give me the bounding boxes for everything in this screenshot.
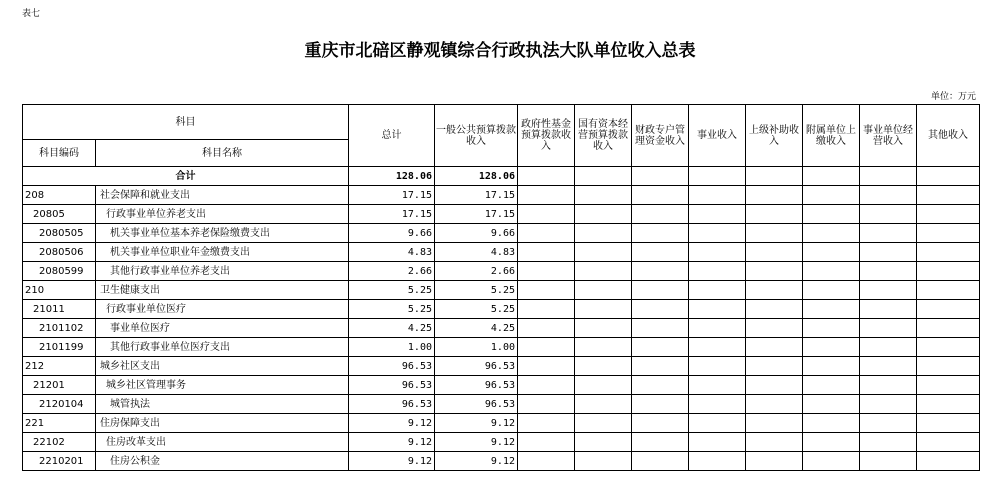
table-row bbox=[23, 338, 980, 357]
cell-empty bbox=[860, 357, 917, 376]
header-subject-code: 科目编码 bbox=[23, 140, 96, 167]
cell-empty bbox=[518, 281, 575, 300]
cell-empty bbox=[746, 376, 803, 395]
cell-empty bbox=[689, 319, 746, 338]
cell-empty bbox=[746, 186, 803, 205]
header-state-capital: 国有资本经营预算拨款收入 bbox=[575, 105, 632, 167]
cell-empty bbox=[803, 224, 860, 243]
cell-empty bbox=[803, 414, 860, 433]
cell-empty bbox=[632, 376, 689, 395]
cell-empty bbox=[689, 224, 746, 243]
cell-empty bbox=[632, 281, 689, 300]
cell-empty bbox=[917, 300, 980, 319]
table-row bbox=[23, 452, 980, 471]
cell-empty bbox=[575, 262, 632, 281]
cell-total: 2.66 bbox=[349, 262, 435, 281]
cell-empty bbox=[803, 281, 860, 300]
cell-empty bbox=[860, 395, 917, 414]
cell-general-budget: 9.12 bbox=[435, 414, 518, 433]
cell-empty bbox=[917, 376, 980, 395]
cell-empty bbox=[632, 395, 689, 414]
cell-subject-name: 机关事业单位基本养老保险缴费支出 bbox=[96, 224, 349, 243]
cell-general-budget: 96.53 bbox=[435, 357, 518, 376]
cell-empty bbox=[860, 262, 917, 281]
cell-empty bbox=[803, 433, 860, 452]
cell-empty bbox=[632, 243, 689, 262]
cell-empty bbox=[803, 243, 860, 262]
cell-subject-name: 事业单位医疗 bbox=[96, 319, 349, 338]
cell-empty bbox=[575, 452, 632, 471]
cell-empty bbox=[689, 186, 746, 205]
cell-empty bbox=[518, 243, 575, 262]
cell-empty bbox=[518, 224, 575, 243]
cell-empty bbox=[518, 262, 575, 281]
cell-total: 96.53 bbox=[349, 357, 435, 376]
cell-subject-code: 2101199 bbox=[23, 338, 96, 357]
cell-empty bbox=[632, 319, 689, 338]
cell-empty bbox=[689, 357, 746, 376]
cell-empty bbox=[860, 205, 917, 224]
total-amount: 128.06 bbox=[349, 167, 435, 186]
cell-empty bbox=[803, 338, 860, 357]
cell-empty bbox=[917, 205, 980, 224]
cell-subject-code: 221 bbox=[23, 414, 96, 433]
cell-general-budget: 96.53 bbox=[435, 395, 518, 414]
cell-empty bbox=[632, 205, 689, 224]
cell-empty bbox=[746, 395, 803, 414]
cell-subject-code: 22102 bbox=[23, 433, 96, 452]
cell-empty bbox=[917, 452, 980, 471]
cell-subject-name: 住房保障支出 bbox=[96, 414, 349, 433]
cell-empty bbox=[632, 262, 689, 281]
cell-empty bbox=[689, 281, 746, 300]
cell-empty bbox=[917, 281, 980, 300]
table-row bbox=[23, 243, 980, 262]
cell-empty bbox=[518, 319, 575, 338]
table-row bbox=[23, 414, 980, 433]
cell-empty bbox=[575, 186, 632, 205]
cell-empty bbox=[860, 414, 917, 433]
cell-general-budget: 5.25 bbox=[435, 281, 518, 300]
cell-empty bbox=[575, 224, 632, 243]
cell-empty bbox=[746, 414, 803, 433]
cell-empty bbox=[689, 243, 746, 262]
cell-empty bbox=[689, 262, 746, 281]
cell-total: 17.15 bbox=[349, 205, 435, 224]
cell-empty bbox=[632, 414, 689, 433]
cell-total: 96.53 bbox=[349, 376, 435, 395]
cell-empty bbox=[518, 357, 575, 376]
cell-subject-code: 20805 bbox=[23, 205, 96, 224]
cell-general-budget: 5.25 bbox=[435, 300, 518, 319]
table-row bbox=[23, 262, 980, 281]
cell-empty bbox=[746, 338, 803, 357]
cell-empty bbox=[575, 243, 632, 262]
total-label: 合计 bbox=[23, 167, 349, 186]
table-row bbox=[23, 281, 980, 300]
header-subject: 科目 bbox=[23, 105, 349, 140]
cell-subject-name: 其他行政事业单位养老支出 bbox=[96, 262, 349, 281]
cell-general-budget: 17.15 bbox=[435, 205, 518, 224]
cell-empty bbox=[746, 205, 803, 224]
cell-empty bbox=[575, 281, 632, 300]
cell-empty bbox=[632, 186, 689, 205]
cell-empty bbox=[860, 243, 917, 262]
cell-empty bbox=[689, 395, 746, 414]
cell-empty bbox=[518, 300, 575, 319]
header-fiscal-special: 财政专户管理资金收入 bbox=[632, 105, 689, 167]
page-title: 重庆市北碚区静观镇综合行政执法大队单位收入总表 bbox=[304, 41, 696, 61]
cell-empty bbox=[518, 395, 575, 414]
cell-empty bbox=[860, 186, 917, 205]
cell-general-budget: 4.83 bbox=[435, 243, 518, 262]
cell-subject-name: 住房改革支出 bbox=[96, 433, 349, 452]
cell-subject-name: 城乡社区支出 bbox=[96, 357, 349, 376]
unit-label: 单位：万元 bbox=[930, 92, 976, 102]
cell-empty bbox=[860, 338, 917, 357]
cell-general-budget: 4.25 bbox=[435, 319, 518, 338]
header-general-budget: 一般公共预算拨款收入 bbox=[435, 105, 518, 167]
cell-empty bbox=[632, 338, 689, 357]
cell-empty bbox=[575, 300, 632, 319]
cell-total: 5.25 bbox=[349, 300, 435, 319]
cell-empty bbox=[689, 376, 746, 395]
cell-empty bbox=[917, 319, 980, 338]
cell-empty bbox=[689, 300, 746, 319]
cell-empty bbox=[746, 224, 803, 243]
cell-empty bbox=[575, 319, 632, 338]
table-row bbox=[23, 395, 980, 414]
cell-empty bbox=[860, 452, 917, 471]
cell-total: 9.66 bbox=[349, 224, 435, 243]
cell-empty bbox=[518, 205, 575, 224]
table-row bbox=[23, 319, 980, 338]
cell-subject-code: 2080505 bbox=[23, 224, 96, 243]
cell-empty bbox=[860, 281, 917, 300]
cell-empty bbox=[689, 452, 746, 471]
cell-empty bbox=[917, 338, 980, 357]
cell-empty bbox=[632, 357, 689, 376]
cell-empty bbox=[518, 376, 575, 395]
cell-subject-name: 机关事业单位职业年金缴费支出 bbox=[96, 243, 349, 262]
income-summary-table bbox=[22, 104, 980, 471]
cell-general-budget: 9.12 bbox=[435, 452, 518, 471]
cell-subject-code: 2210201 bbox=[23, 452, 96, 471]
cell-subject-code: 2080506 bbox=[23, 243, 96, 262]
cell-empty bbox=[575, 414, 632, 433]
total-general-budget: 128.06 bbox=[435, 167, 518, 186]
cell-empty bbox=[746, 300, 803, 319]
cell-general-budget: 2.66 bbox=[435, 262, 518, 281]
cell-subject-name: 住房公积金 bbox=[96, 452, 349, 471]
table-row bbox=[23, 376, 980, 395]
cell-empty bbox=[803, 262, 860, 281]
cell-subject-code: 2120104 bbox=[23, 395, 96, 414]
table-row bbox=[23, 205, 980, 224]
cell-empty bbox=[518, 186, 575, 205]
cell-total: 1.00 bbox=[349, 338, 435, 357]
cell-subject-code: 2101102 bbox=[23, 319, 96, 338]
cell-empty bbox=[575, 376, 632, 395]
cell-empty bbox=[860, 224, 917, 243]
cell-subject-name: 行政事业单位养老支出 bbox=[96, 205, 349, 224]
cell-empty bbox=[746, 357, 803, 376]
cell-empty bbox=[518, 433, 575, 452]
cell-empty bbox=[746, 319, 803, 338]
cell-subject-name: 其他行政事业单位医疗支出 bbox=[96, 338, 349, 357]
cell-total: 9.12 bbox=[349, 452, 435, 471]
cell-empty bbox=[518, 338, 575, 357]
cell-empty bbox=[746, 243, 803, 262]
cell-empty bbox=[860, 319, 917, 338]
cell-subject-name: 城管执法 bbox=[96, 395, 349, 414]
cell-empty bbox=[803, 395, 860, 414]
cell-empty bbox=[575, 205, 632, 224]
cell-empty bbox=[746, 281, 803, 300]
cell-general-budget: 9.66 bbox=[435, 224, 518, 243]
cell-empty bbox=[632, 224, 689, 243]
cell-empty bbox=[803, 205, 860, 224]
cell-empty bbox=[632, 300, 689, 319]
cell-empty bbox=[575, 357, 632, 376]
cell-total: 17.15 bbox=[349, 186, 435, 205]
cell-empty bbox=[860, 433, 917, 452]
table-row bbox=[23, 186, 980, 205]
cell-general-budget: 1.00 bbox=[435, 338, 518, 357]
cell-subject-name: 城乡社区管理事务 bbox=[96, 376, 349, 395]
cell-empty bbox=[575, 338, 632, 357]
cell-empty bbox=[917, 262, 980, 281]
cell-subject-code: 212 bbox=[23, 357, 96, 376]
table-row bbox=[23, 433, 980, 452]
cell-empty bbox=[917, 186, 980, 205]
table-row bbox=[23, 300, 980, 319]
cell-empty bbox=[689, 414, 746, 433]
cell-empty bbox=[917, 395, 980, 414]
cell-empty bbox=[860, 300, 917, 319]
cell-empty bbox=[632, 452, 689, 471]
cell-empty bbox=[575, 395, 632, 414]
table-row bbox=[23, 357, 980, 376]
cell-subject-name: 行政事业单位医疗 bbox=[96, 300, 349, 319]
cell-empty bbox=[746, 452, 803, 471]
cell-empty bbox=[689, 433, 746, 452]
cell-empty bbox=[917, 433, 980, 452]
cell-subject-name: 卫生健康支出 bbox=[96, 281, 349, 300]
cell-empty bbox=[689, 205, 746, 224]
cell-subject-code: 2080599 bbox=[23, 262, 96, 281]
cell-subject-code: 210 bbox=[23, 281, 96, 300]
cell-empty bbox=[803, 186, 860, 205]
cell-empty bbox=[917, 224, 980, 243]
header-subject-name: 科目名称 bbox=[96, 140, 349, 167]
cell-empty bbox=[803, 452, 860, 471]
cell-subject-code: 21011 bbox=[23, 300, 96, 319]
cell-subject-name: 社会保障和就业支出 bbox=[96, 186, 349, 205]
cell-empty bbox=[803, 319, 860, 338]
cell-subject-code: 21201 bbox=[23, 376, 96, 395]
cell-general-budget: 96.53 bbox=[435, 376, 518, 395]
cell-empty bbox=[746, 262, 803, 281]
cell-empty bbox=[746, 433, 803, 452]
cell-empty bbox=[917, 357, 980, 376]
cell-empty bbox=[860, 376, 917, 395]
header-total: 总计 bbox=[349, 105, 435, 167]
header-superior-subsidy: 上级补助收入 bbox=[746, 105, 803, 167]
cell-empty bbox=[575, 433, 632, 452]
cell-empty bbox=[518, 414, 575, 433]
cell-total: 5.25 bbox=[349, 281, 435, 300]
header-operation-income: 事业单位经营收入 bbox=[860, 105, 917, 167]
cell-total: 4.25 bbox=[349, 319, 435, 338]
cell-total: 9.12 bbox=[349, 414, 435, 433]
cell-empty bbox=[917, 414, 980, 433]
cell-empty bbox=[689, 338, 746, 357]
cell-general-budget: 9.12 bbox=[435, 433, 518, 452]
total-row bbox=[23, 167, 980, 186]
cell-total: 9.12 bbox=[349, 433, 435, 452]
cell-total: 4.83 bbox=[349, 243, 435, 262]
cell-empty bbox=[803, 300, 860, 319]
table-number-label: 表七 bbox=[22, 9, 41, 19]
cell-empty bbox=[632, 433, 689, 452]
cell-empty bbox=[917, 243, 980, 262]
header-other-income: 其他收入 bbox=[917, 105, 980, 167]
cell-total: 96.53 bbox=[349, 395, 435, 414]
header-business-income: 事业收入 bbox=[689, 105, 746, 167]
table-row bbox=[23, 224, 980, 243]
cell-empty bbox=[803, 376, 860, 395]
cell-subject-code: 208 bbox=[23, 186, 96, 205]
cell-general-budget: 17.15 bbox=[435, 186, 518, 205]
header-gov-fund: 政府性基金预算拨款收入 bbox=[518, 105, 575, 167]
cell-empty bbox=[803, 357, 860, 376]
header-affiliated-payment: 附属单位上缴收入 bbox=[803, 105, 860, 167]
cell-empty bbox=[518, 452, 575, 471]
